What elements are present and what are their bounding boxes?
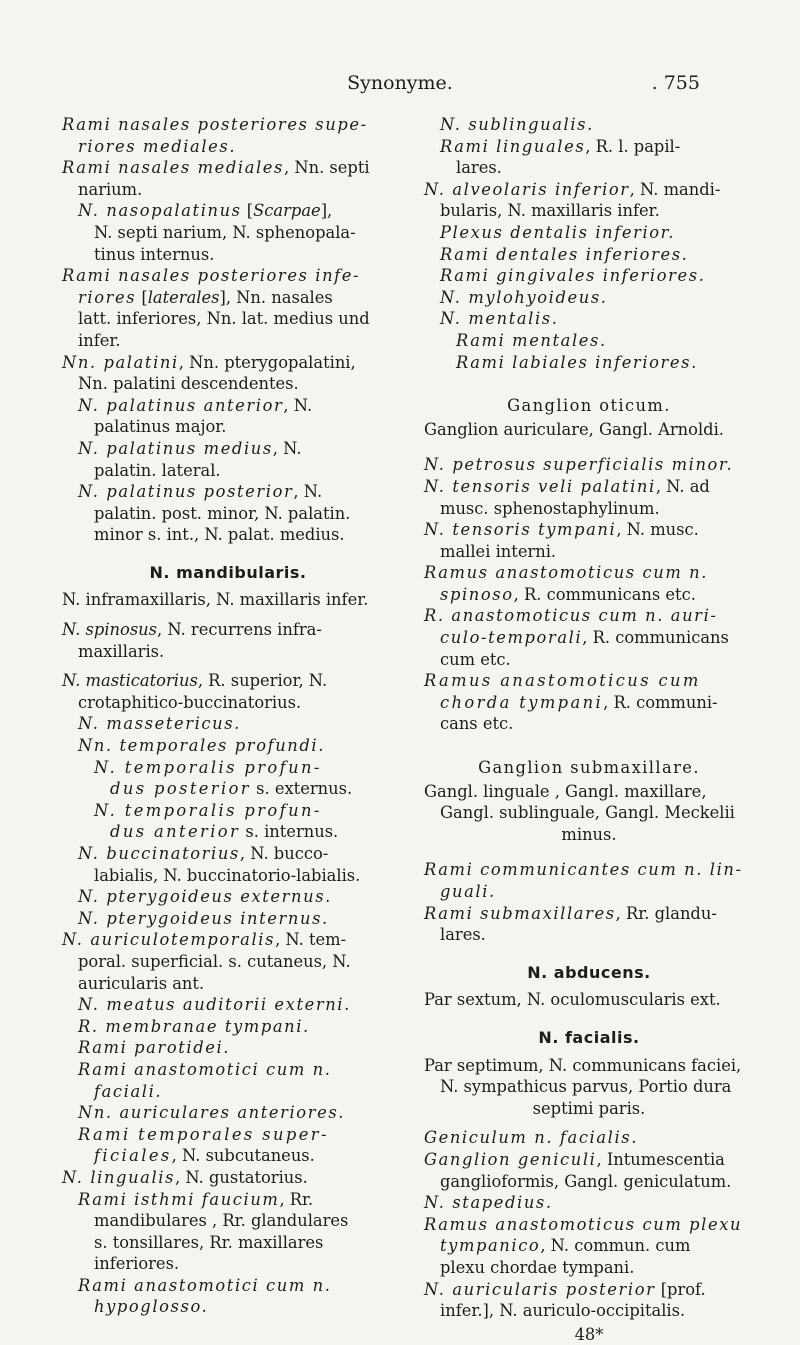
term: Rami mentales. [456, 330, 607, 350]
synonym-text: auricularis ant. [78, 973, 205, 993]
entry [440, 287, 754, 309]
term: Rami communicantes cum n. lin- [424, 860, 743, 880]
entry [62, 670, 394, 713]
synonym-text: N. sympathicus parvus, Portio dura [440, 1077, 732, 1097]
term: Plexus dentalis inferior. [440, 222, 676, 242]
term: N. mylohyoideus. [440, 287, 608, 307]
bracket: [ [241, 201, 254, 221]
term: N. tensoris tympani [424, 520, 617, 540]
bracket: [ [136, 287, 148, 307]
synonym-text: N. inframaxillaris, N. maxillaris infer. [62, 590, 369, 610]
page-number: . 755 [651, 72, 700, 94]
entry [78, 1124, 394, 1167]
term: chorda tympani [440, 692, 604, 712]
bracket: ], [320, 201, 333, 221]
synonym-text: palatin. lateral. [94, 460, 221, 480]
term: R. membranae tympani. [78, 1016, 310, 1036]
term: Ramus anastomoticus cum n. [424, 563, 708, 583]
entry [440, 308, 754, 330]
synonym-text: , N. commun. cum [540, 1236, 691, 1256]
term-variant: laterales [147, 287, 220, 307]
term: Rami nasales posteriores supe- [62, 115, 368, 134]
synonym-text: septimi paris. [532, 1098, 646, 1118]
term: spinoso [440, 584, 514, 604]
synonym-text: ganglioformis, Gangl. geniculatum. [440, 1171, 732, 1191]
entry [62, 352, 394, 395]
term: Rami parotidei. [78, 1038, 231, 1058]
term: Rami gingivales inferiores. [440, 266, 706, 286]
term: Rami anastomotici cum n. [78, 1059, 332, 1079]
entry [62, 1167, 394, 1189]
entry [78, 1016, 394, 1038]
entry [62, 589, 394, 611]
term: R. anastomoticus cum n. auri- [424, 606, 718, 626]
entry [78, 735, 394, 757]
synonym-text: minor s. int., N. palat. medius. [94, 525, 345, 545]
entry [424, 1055, 754, 1098]
synonym-text: , R. communi- [603, 692, 718, 712]
entry [78, 438, 394, 481]
synonym-text: Nn. palatini descendentes. [78, 374, 299, 394]
synonym-text: Par sextum, N. oculomuscularis ext. [424, 990, 721, 1010]
synonym-text: palatin. post. minor, N. palatin. [94, 503, 351, 523]
entry [62, 114, 394, 157]
synonym-text: cans etc. [440, 714, 514, 734]
entry [78, 481, 394, 546]
term: Ramus anastomoticus cum [424, 671, 701, 691]
synonym-text: s. externus. [250, 779, 353, 799]
synonym-text: , N. [293, 482, 323, 502]
synonym-text: poral. superficial. s. cutaneus, N. [78, 951, 351, 971]
entry [78, 200, 394, 265]
term: N. pterygoideus externus. [78, 887, 332, 907]
synonym-text: , N. recurrens infra- [157, 620, 322, 640]
synonym-text: ], Nn. nasales [219, 287, 333, 307]
term: Nn. temporales profundi. [78, 736, 325, 756]
entry [424, 519, 754, 562]
synonym-text: , N. [272, 438, 302, 458]
section-heading-ganglion-oticum: Ganglion oticum. [507, 396, 671, 416]
synonym-text: lares. [440, 925, 486, 945]
term: culo-temporali [440, 628, 583, 648]
left-column [62, 114, 394, 1318]
term: Rami nasales posteriores infe- [62, 266, 361, 286]
term: N. tensoris veli palatini [424, 476, 656, 496]
term: N. alveolaris inferior [424, 179, 630, 199]
entry [62, 929, 394, 994]
entry [78, 886, 394, 908]
term: N. lingualis [62, 1167, 176, 1187]
entry [424, 1127, 754, 1149]
synonym-text: minus. [561, 824, 617, 844]
entry [424, 605, 754, 670]
entry [424, 562, 754, 605]
term: Geniculum n. facialis. [424, 1128, 638, 1148]
synonym-text: tinus internus. [94, 244, 215, 264]
term: N. spinosus [62, 620, 158, 640]
section-heading-ganglion-submaxillare: Ganglion submaxillare. [478, 758, 700, 778]
entry [424, 179, 754, 222]
entry [78, 1102, 394, 1124]
synonym-text: s. internus. [240, 822, 339, 842]
term: Rami isthmi faucium [78, 1189, 280, 1209]
term: tympanico [440, 1236, 541, 1256]
term: N. buccinatorius [78, 844, 240, 863]
entry [78, 908, 394, 930]
synonym-text: mandibulares , Rr. glandulares [94, 1211, 349, 1231]
entry [78, 994, 394, 1016]
term: N. stapedius. [424, 1193, 553, 1213]
synonym-text: , R. l. papil- [585, 136, 681, 156]
synonym-text: , Intumescentia [596, 1149, 725, 1169]
signature-mark: 48* [574, 1324, 604, 1344]
term: Ramus anastomoticus cum plexu [424, 1214, 743, 1234]
synonym-text: , Rr. [279, 1189, 314, 1209]
term: dus anterior [110, 822, 241, 842]
term: N. pterygoideus internus. [78, 908, 329, 928]
synonym-text: , N. mandi- [629, 179, 721, 199]
term: guali. [440, 882, 496, 901]
term: riores [78, 287, 137, 307]
synonym-text: labialis, N. buccinatorio-labialis. [94, 865, 361, 885]
synonym-text: , N. gustatorius. [175, 1167, 308, 1187]
entry [424, 1279, 754, 1322]
term: N. masticatorius [62, 671, 198, 691]
entry [424, 859, 754, 902]
term: riores mediales. [78, 136, 237, 156]
synonym-text: musc. sphenostaphylinum. [440, 498, 660, 518]
synonym-text: narium. [78, 179, 143, 199]
section-heading-mandibularis: N. mandibularis. [149, 562, 307, 582]
entry [78, 1037, 394, 1059]
entry [424, 454, 754, 476]
term: N. auricularis posterior [424, 1279, 656, 1299]
entry [424, 670, 754, 735]
entry [440, 136, 754, 179]
entry [78, 395, 394, 438]
entry [94, 800, 394, 843]
synonym-text: Gangl. linguale , Gangl. maxillare, [424, 781, 707, 801]
entry [94, 757, 394, 800]
synonym-text: Ganglion auriculare, Gangl. Arnoldi. [424, 419, 724, 439]
entry [424, 476, 754, 519]
term: faciali. [94, 1081, 163, 1101]
synonym-text: infer. [78, 330, 121, 350]
entry [424, 1192, 754, 1214]
term: ficiales [94, 1146, 172, 1166]
section-heading-abducens: N. abducens. [527, 962, 651, 982]
synonym-text: Par septimum, N. communicans faciei, [424, 1055, 742, 1075]
term: N. mentalis. [440, 309, 559, 329]
entry [78, 713, 394, 735]
right-column [424, 114, 754, 1345]
synonym-text: , Nn. pterygopalatini, [178, 352, 356, 372]
synonym-text: , N. bucco- [239, 844, 329, 863]
synonym-text: , Nn. septi [284, 158, 370, 178]
synonym-text: , N. ad [655, 476, 710, 496]
synonym-text: , R. communicans etc. [513, 584, 696, 604]
entry [78, 1059, 394, 1102]
entry [78, 1275, 394, 1318]
term: Ganglion geniculi [424, 1149, 597, 1169]
synonym-text: , R. superior, N. [197, 671, 328, 691]
term: N. petrosus superficialis minor. [424, 455, 734, 475]
entry [424, 989, 754, 1011]
term: hypoglosso. [94, 1297, 209, 1317]
term: Rami submaxillares [424, 903, 616, 923]
term: N. palatinus medius [78, 438, 273, 458]
entry [62, 157, 394, 200]
synonym-text: bularis, N. maxillaris infer. [440, 201, 660, 221]
term: Rami dentales inferiores. [440, 244, 689, 264]
synonym-text: palatinus major. [94, 417, 227, 437]
synonym-text: , R. communicans [582, 628, 729, 648]
term: Nn. auriculares anteriores. [78, 1103, 346, 1123]
synonym-text: , N. subcutaneus. [171, 1146, 315, 1166]
synonym-text: lares. [456, 158, 502, 178]
term: Rami temporales super- [78, 1124, 329, 1144]
entry [424, 903, 754, 946]
term: Rami anastomotici cum n. [78, 1275, 332, 1295]
synonym-text: [prof. [655, 1279, 706, 1299]
entry [456, 330, 754, 352]
entry [456, 352, 754, 374]
entry [424, 1149, 754, 1192]
term: Rami labiales inferiores. [456, 352, 698, 372]
synonym-text: latt. inferiores, Nn. lat. medius und [78, 309, 370, 329]
term: Nn. palatini [62, 352, 179, 372]
term: N. palatinus anterior [78, 395, 284, 415]
entry [62, 265, 394, 351]
synonym-text: maxillaris. [78, 641, 165, 661]
entry [78, 843, 394, 886]
entry [424, 781, 754, 824]
entry [424, 419, 754, 441]
term: Rami nasales mediales [62, 158, 284, 178]
synonym-text: cum etc. [440, 649, 511, 669]
entry [424, 1214, 754, 1279]
page-header [0, 72, 800, 102]
synonym-text: inferiores. [94, 1254, 180, 1274]
section-heading-facialis: N. facialis. [538, 1027, 640, 1047]
synonym-text: plexu chordae tympani. [440, 1257, 635, 1277]
entry [440, 265, 754, 287]
term: N. auriculotemporalis [62, 930, 276, 950]
synonym-text: infer.], N. auriculo-occipitalis. [440, 1301, 686, 1321]
author: Scarpae [253, 201, 321, 221]
term: Rami linguales [440, 136, 586, 156]
term: N. massetericus. [78, 714, 241, 734]
synonym-text: mallei interni. [440, 541, 557, 561]
term: N. temporalis profun- [94, 800, 322, 820]
running-title: Synonyme. [347, 72, 453, 94]
synonym-text: , Rr. glandu- [615, 903, 717, 923]
term: N. palatinus posterior [78, 482, 294, 502]
entry [440, 114, 754, 136]
synonym-text: , N. [283, 395, 313, 415]
term: N. temporalis profun- [94, 757, 322, 777]
synonym-text: Gangl. sublinguale, Gangl. Meckelii [440, 803, 735, 823]
synonym-text: , N. tem- [275, 930, 347, 950]
entry [440, 222, 754, 244]
term: dus posterior [110, 779, 251, 799]
entry [440, 244, 754, 266]
synonym-text: , N. musc. [616, 520, 699, 540]
term: N. nasopalatinus [78, 201, 242, 221]
synonym-text: N. septi narium, N. sphenopala- [94, 222, 356, 242]
entry [78, 1189, 394, 1275]
term: N. meatus auditorii externi. [78, 995, 351, 1015]
synonym-text: crotaphitico-buccinatorius. [78, 692, 302, 712]
term: N. sublingualis. [440, 115, 594, 134]
entry [62, 619, 394, 662]
synonym-text: s. tonsillares, Rr. maxillares [94, 1232, 324, 1252]
